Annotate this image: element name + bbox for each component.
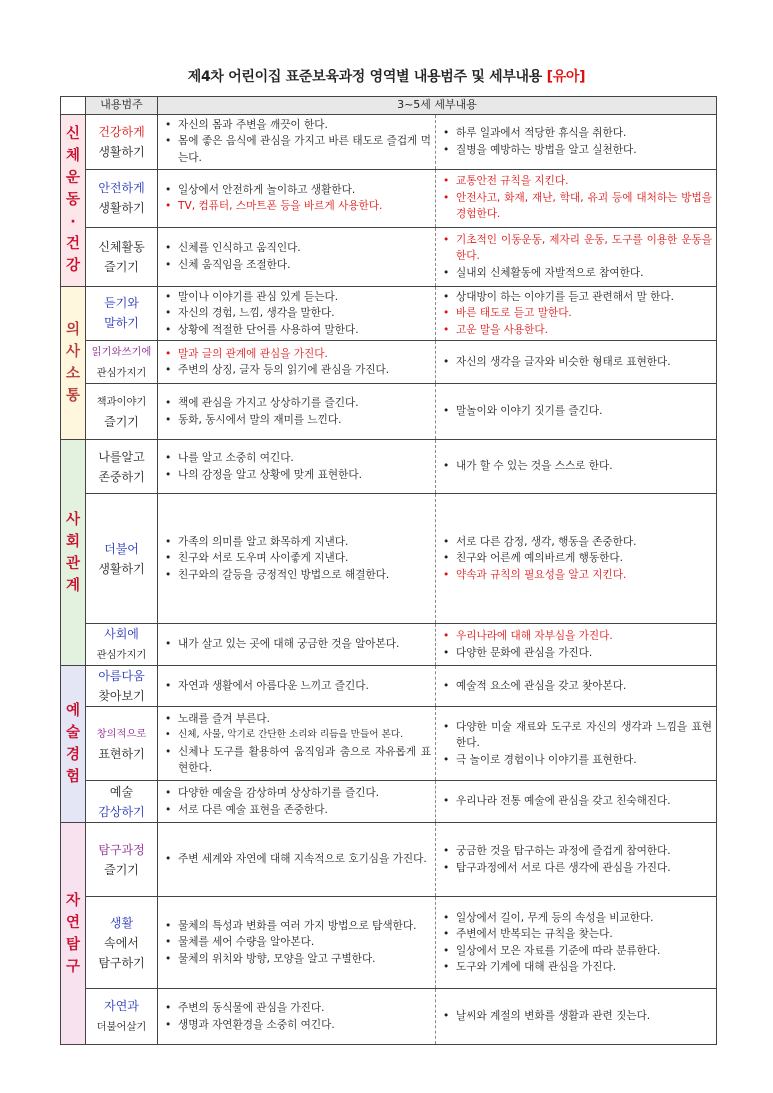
- category-cell: 탐구과정 즐기기: [86, 823, 158, 897]
- list-item: • 신체나 도구를 활용하여 움직임과 춤으로 자유롭게 표현한다.: [178, 744, 431, 777]
- list-item: • 바른 태도로 듣고 말한다.: [456, 305, 712, 322]
- detail-left: [158, 494, 436, 624]
- detail-right: [436, 624, 717, 666]
- detail-right: [436, 227, 717, 286]
- list-item: • 서로 다른 예술 표현을 존중한다.: [178, 802, 431, 819]
- list-item: • 신체를 인식하고 움직인다.: [178, 240, 431, 257]
- list-item: • 말과 글의 관계에 관심을 가진다.: [178, 346, 431, 363]
- list-item: • 도구와 기계에 대해 관심을 가진다.: [456, 959, 712, 976]
- detail-right: [436, 384, 717, 440]
- list-item: • 친구와의 갈등을 긍정적인 방법으로 해결한다.: [178, 567, 431, 584]
- list-item: • 동화, 동시에서 말의 재미를 느낀다.: [178, 412, 431, 429]
- list-item: • 물체를 세어 수량을 알아본다.: [178, 934, 431, 951]
- category-cell: 안전하게 생활하기: [86, 169, 158, 227]
- category-cell: 예술 감상하기: [86, 781, 158, 823]
- category-cell: 책과이야기 즐기기: [86, 384, 158, 440]
- detail-left: [158, 341, 436, 384]
- curriculum-table: [60, 96, 717, 1045]
- list-item: • 친구와 어른께 예의바르게 행동한다.: [456, 550, 712, 567]
- list-item: • 물체의 특성과 변화를 여러 가지 방법으로 탐색한다.: [178, 918, 431, 935]
- list-item: • 고운 말을 사용한다.: [456, 322, 712, 339]
- list-item: • 노래를 즐겨 부른다.: [178, 711, 431, 728]
- detail-right: [436, 114, 717, 169]
- list-item: • 탐구과정에서 서로 다른 생각에 관심을 가진다.: [456, 860, 712, 877]
- list-item: • 상대방이 하는 이야기를 듣고 관련해서 말 한다.: [456, 289, 712, 306]
- table-row: [61, 384, 717, 440]
- domain-label-nature: 자 연 탐 구: [61, 823, 86, 1045]
- detail-left: [158, 823, 436, 897]
- category-cell: 더불어 생활하기: [86, 494, 158, 624]
- table-row: [61, 823, 717, 897]
- detail-right: [436, 286, 717, 341]
- list-item: • 다양한 예술을 감상하며 상상하기를 즐긴다.: [178, 785, 431, 802]
- list-item: • 내가 살고 있는 곳에 대해 궁금한 것을 알아본다.: [178, 636, 431, 653]
- detail-right: [436, 823, 717, 897]
- list-item: • 일상에서 안전하게 놀이하고 생활한다.: [178, 182, 431, 199]
- detail-left: [158, 384, 436, 440]
- detail-right: [436, 897, 717, 989]
- domain-label-art: 예 술 경 험: [61, 666, 86, 823]
- list-item: • TV, 컴퓨터, 스마트폰 등을 바르게 사용한다.: [178, 198, 431, 215]
- list-item: • 내가 할 수 있는 것을 스스로 한다.: [456, 458, 712, 475]
- list-item: • 서로 다른 감정, 생각, 행동을 존중한다.: [456, 534, 712, 551]
- list-item: • 신체, 사물, 악기로 간단한 소리와 리듬을 만들어 본다.: [178, 727, 431, 744]
- list-item: • 예술적 요소에 관심을 갖고 찾아본다.: [456, 678, 712, 695]
- detail-left: [158, 624, 436, 666]
- detail-left: [158, 440, 436, 494]
- list-item: • 우리나라에 대해 자부심을 가진다.: [456, 628, 712, 645]
- category-cell: 듣기와 말하기: [86, 286, 158, 341]
- page-title: 제4차 어린이집 표준보육과정 영역별 내용범주 및 세부내용 [유아]: [187, 69, 586, 85]
- detail-left: [158, 169, 436, 227]
- category-cell: 사회에 관심가지기: [86, 624, 158, 666]
- list-item: • 신체 움직임을 조절한다.: [178, 257, 431, 274]
- list-item: • 생명과 자연환경을 소중히 여긴다.: [178, 1017, 431, 1034]
- list-item: • 나를 알고 소중히 여긴다.: [178, 450, 431, 467]
- domain-label-social: 사 회 관 계: [61, 440, 86, 666]
- table-row: [61, 624, 717, 666]
- list-item: • 우리나라 전통 예술에 관심을 갖고 친숙해진다.: [456, 793, 712, 810]
- table-row: [61, 897, 717, 989]
- table-row: [61, 341, 717, 384]
- list-item: • 자신의 몸과 주변을 깨끗이 한다.: [178, 117, 431, 134]
- list-item: • 자신의 경험, 느낌, 생각을 말한다.: [178, 305, 431, 322]
- category-cell: 읽기와쓰기에 관심가지기: [86, 341, 158, 384]
- list-item: • 상황에 적절한 단어를 사용하여 말한다.: [178, 322, 431, 339]
- table-row: [61, 227, 717, 286]
- list-item: • 다양한 문화에 관심을 가진다.: [456, 645, 712, 662]
- table-row: [61, 707, 717, 781]
- list-item: • 날씨와 계절의 변화를 생활과 관련 짓는다.: [456, 1008, 712, 1025]
- list-item: • 나의 감정을 알고 상황에 맞게 표현한다.: [178, 467, 431, 484]
- list-item: • 약속과 규칙의 필요성을 알고 지킨다.: [456, 567, 712, 584]
- detail-right: [436, 341, 717, 384]
- list-item: • 책에 관심을 가지고 상상하기를 즐긴다.: [178, 395, 431, 412]
- list-item: • 실내외 신체활동에 자발적으로 참여한다.: [456, 265, 712, 282]
- category-cell: 아름다움 찾아보기: [86, 666, 158, 707]
- category-cell: 신체활동 즐기기: [86, 227, 158, 286]
- detail-right: [436, 707, 717, 781]
- domain-label-communication: 의 사 소 통: [61, 286, 86, 440]
- header-category: 내용범주: [86, 97, 158, 115]
- list-item: • 극 놀이로 경험이나 이야기를 표현한다.: [456, 752, 712, 769]
- table-row: [61, 286, 717, 341]
- detail-left: [158, 781, 436, 823]
- list-item: • 궁금한 것을 탐구하는 과정에 즐겁게 참여한다.: [456, 843, 712, 860]
- detail-right: [436, 494, 717, 624]
- detail-left: [158, 897, 436, 989]
- detail-right: [436, 440, 717, 494]
- table-row: [61, 989, 717, 1045]
- header-corner: [61, 97, 86, 115]
- detail-right: [436, 989, 717, 1045]
- table-row: [61, 440, 717, 494]
- detail-left: [158, 666, 436, 707]
- list-item: • 말이나 이야기를 관심 있게 듣는다.: [178, 289, 431, 306]
- list-item: • 기초적인 이동운동, 제자리 운동, 도구를 이용한 운동을 한다.: [456, 232, 712, 265]
- detail-right: [436, 666, 717, 707]
- table-row: [61, 666, 717, 707]
- category-cell: 생활 속에서 탐구하기: [86, 897, 158, 989]
- list-item: • 일상에서 모은 자료를 기준에 따라 분류한다.: [456, 943, 712, 960]
- list-item: • 교통안전 규칙을 지킨다.: [456, 173, 712, 190]
- detail-left: [158, 989, 436, 1045]
- list-item: • 일상에서 길이, 무게 등의 속성을 비교한다.: [456, 910, 712, 927]
- list-item: • 자신의 생각을 글자와 비슷한 형태로 표현한다.: [456, 354, 712, 371]
- list-item: • 가족의 의미를 알고 화목하게 지낸다.: [178, 534, 431, 551]
- table-row: [61, 114, 717, 169]
- list-item: • 하루 일과에서 적당한 휴식을 취한다.: [456, 125, 712, 142]
- table-row: [61, 169, 717, 227]
- category-cell: 창의적으로 표현하기: [86, 707, 158, 781]
- detail-right: [436, 169, 717, 227]
- list-item: • 주변에서 반복되는 규칙을 찾는다.: [456, 926, 712, 943]
- detail-left: [158, 286, 436, 341]
- detail-right: [436, 781, 717, 823]
- table-row: [61, 494, 717, 624]
- list-item: • 질병을 예방하는 방법을 알고 실천한다.: [456, 142, 712, 159]
- list-item: • 말놀이와 이야기 짓기를 즐긴다.: [456, 403, 712, 420]
- detail-left: [158, 227, 436, 286]
- category-cell: 자연과 더불어살기: [86, 989, 158, 1045]
- list-item: • 주변 세계와 자연에 대해 지속적으로 호기심을 가진다.: [178, 851, 431, 868]
- list-item: • 친구와 서로 도우며 사이좋게 지낸다.: [178, 550, 431, 567]
- list-item: • 다양한 미술 재료와 도구로 자신의 생각과 느낌을 표현한다.: [456, 719, 712, 752]
- detail-left: [158, 707, 436, 781]
- table-row: [61, 781, 717, 823]
- detail-left: [158, 114, 436, 169]
- domain-label-physical: 신 체 운 동 · 건 강: [61, 114, 86, 286]
- list-item: • 몸에 좋은 음식에 관심을 가지고 바른 태도로 즐겁게 먹는다.: [178, 133, 431, 166]
- category-cell: 나를알고 존중하기: [86, 440, 158, 494]
- header-detail: 3~5세 세부내용: [158, 97, 717, 115]
- list-item: • 자연과 생활에서 아름다운 느끼고 즐긴다.: [178, 678, 431, 695]
- category-cell: 건강하게 생활하기: [86, 114, 158, 169]
- list-item: • 물체의 위치와 방향, 모양을 알고 구별한다.: [178, 951, 431, 968]
- list-item: • 주변의 동식물에 관심을 가진다.: [178, 1000, 431, 1017]
- list-item: • 주변의 상징, 글자 등의 읽기에 관심을 가진다.: [178, 362, 431, 379]
- list-item: • 안전사고, 화재, 재난, 학대, 유괴 등에 대처하는 방법을 경험한다.: [456, 190, 712, 223]
- table-header: [61, 97, 717, 115]
